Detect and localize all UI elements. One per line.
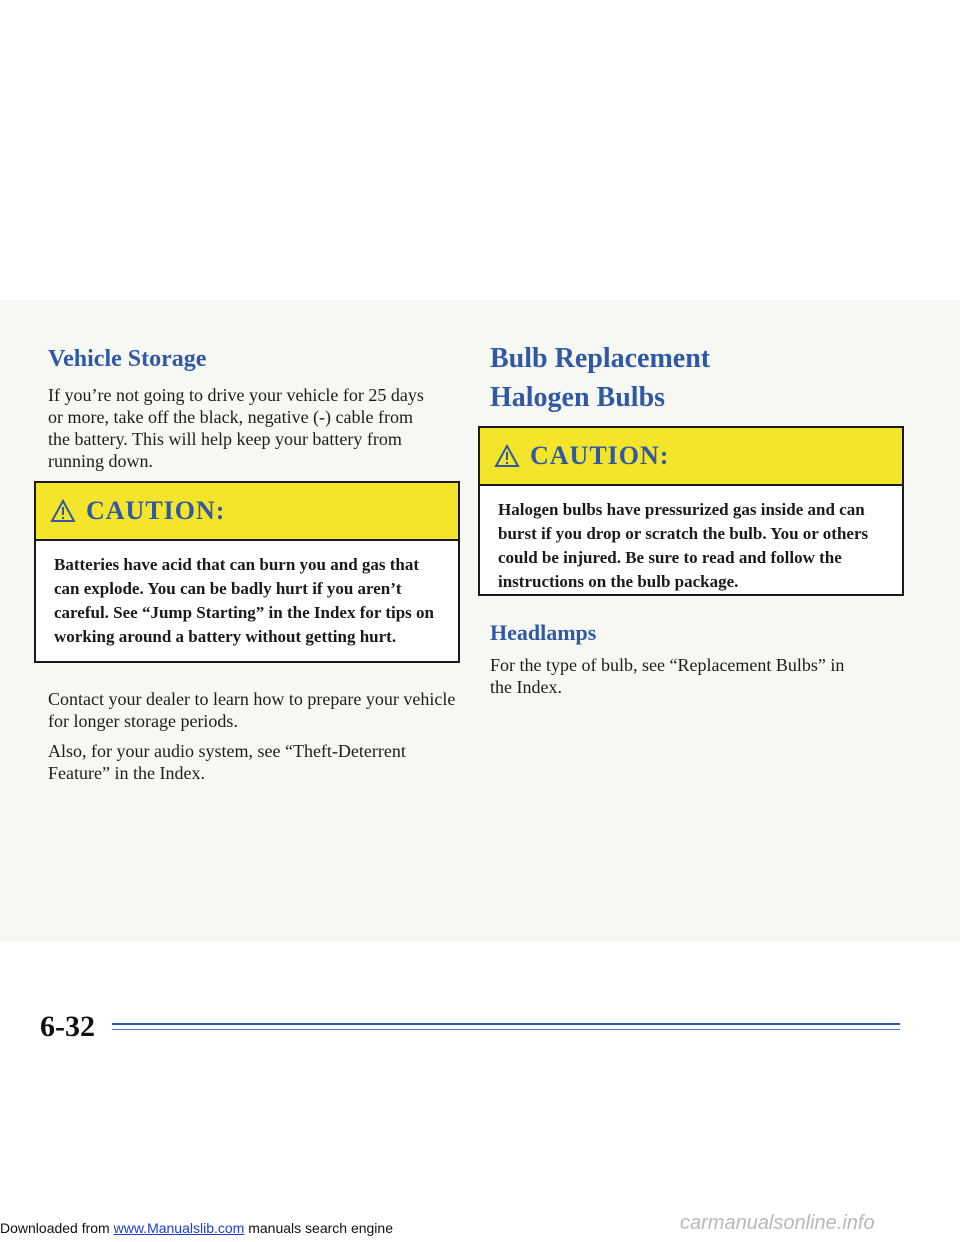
manualslib-link[interactable]: www.Manualslib.com [113, 1220, 245, 1236]
footer-rule [112, 1023, 900, 1025]
halogen-bulbs-heading: Halogen Bulbs [490, 382, 666, 413]
caution-header [480, 428, 902, 486]
download-suffix: manuals search engine [244, 1220, 393, 1236]
storage-paragraph: If you’re not going to drive your vehicle for 25 days or more, take off the black, negative (-) cable from the battery. This will help keep your battery from running down. [48, 385, 424, 471]
headlamps-paragraph: For the type of bulb, see “Replacement Bulbs” in the Index. [490, 655, 845, 697]
caution-text: Batteries have acid that can burn you and gas that can explode. You can be badly hurt if you aren’t careful. See “Jump Starting” in the Index for tips on working around a battery without getting hurt. [54, 555, 435, 646]
vehicle-storage-heading: Vehicle Storage [48, 346, 207, 372]
bulb-replacement-heading: Bulb Replacement [490, 343, 711, 374]
audio-paragraph: Also, for your audio system, see “Theft-Deterrent Feature” in the Index. [48, 741, 406, 783]
halogen-caution-box [478, 426, 904, 596]
caution-title: CAUTION: [86, 496, 226, 525]
download-banner [0, 1220, 393, 1236]
warning-triangle-icon [494, 444, 520, 468]
download-prefix: Downloaded from [0, 1220, 114, 1236]
headlamps-heading: Headlamps [490, 620, 597, 645]
footer-rule [112, 1029, 900, 1030]
page-number: 6-32 [40, 1010, 95, 1043]
caution-text: Halogen bulbs have pressurized gas inside and can burst if you drop or scratch the bulb. You or others could be injured. Be sure to read and follow the instructions on the bulb package. [498, 500, 869, 591]
watermark: carmanualsonline.info [680, 1212, 875, 1234]
dealer-paragraph: Contact your dealer to learn how to prepare your vehicle for longer storage periods. [48, 689, 456, 731]
caution-header [36, 483, 458, 541]
battery-caution-box [34, 481, 460, 663]
caution-title: CAUTION: [530, 441, 670, 470]
warning-triangle-icon [50, 499, 76, 523]
